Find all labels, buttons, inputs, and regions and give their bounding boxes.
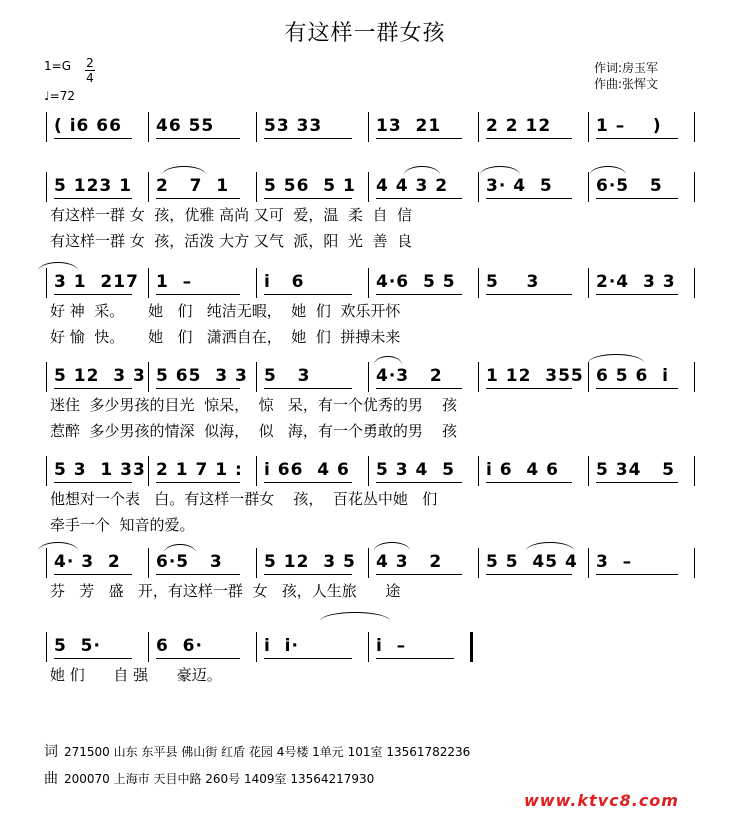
measure: 53 33 bbox=[264, 116, 323, 136]
beam-line bbox=[54, 294, 132, 295]
lyric-prefix: 词 bbox=[44, 744, 58, 760]
beam-line bbox=[486, 138, 572, 139]
quarter-note-icon: ♩ bbox=[44, 89, 50, 103]
barline bbox=[46, 456, 47, 486]
barline bbox=[148, 548, 149, 578]
measure: 5 3 4 5 bbox=[376, 460, 455, 480]
beam-line bbox=[156, 388, 240, 389]
barline bbox=[256, 112, 257, 142]
barline bbox=[694, 268, 695, 298]
music-prefix: 曲 bbox=[44, 771, 58, 787]
measure: 5 123 1 bbox=[54, 176, 132, 196]
measure: 4·6 5 5 bbox=[376, 272, 456, 292]
beam-line bbox=[596, 388, 678, 389]
slur-mark bbox=[526, 542, 574, 551]
measure: 5 12 3 3 bbox=[54, 366, 146, 386]
slur-mark bbox=[480, 166, 520, 175]
barline bbox=[46, 172, 47, 202]
measure: 3 1 217 bbox=[54, 272, 139, 292]
barline bbox=[256, 172, 257, 202]
lyrics-verse-1: 她 们 自 强 豪迈。 bbox=[50, 666, 222, 684]
beam-line bbox=[376, 198, 462, 199]
beam-line bbox=[156, 574, 240, 575]
key-signature: 1=G bbox=[44, 59, 71, 73]
lyric-address: 271500 山东 东平县 佛山街 红盾 花园 4号楼 1单元 101室 13561782236 bbox=[64, 745, 471, 759]
measure: i 6 bbox=[264, 272, 305, 292]
footer-composer-address bbox=[44, 768, 374, 788]
beam-line bbox=[376, 574, 462, 575]
measure: ( i6 66 bbox=[54, 116, 122, 136]
barline bbox=[478, 268, 479, 298]
barline bbox=[694, 548, 695, 578]
beam-line bbox=[486, 198, 572, 199]
beam-line bbox=[54, 482, 132, 483]
barline bbox=[148, 112, 149, 142]
lyrics-verse-2: 好 愉 快。 她 们 潇洒自在， 她 们 拼搏未来 bbox=[50, 328, 401, 346]
beam-line bbox=[486, 294, 572, 295]
beam-line bbox=[596, 138, 678, 139]
measure: 46 55 bbox=[156, 116, 215, 136]
beam-line bbox=[376, 482, 462, 483]
measure: 4 3 2 bbox=[376, 552, 443, 572]
lyrics-verse-2: 有这样一群 女 孩，活泼 大方 又气 派，阳 光 善 良 bbox=[50, 232, 412, 250]
watermark: www.ktvc8.com bbox=[524, 791, 679, 810]
measure: 5 5 45 4 bbox=[486, 552, 578, 572]
beam-line bbox=[156, 138, 240, 139]
music-address: 200070 上海市 天目中路 260号 1409室 13564217930 bbox=[64, 772, 375, 786]
beam-line bbox=[596, 198, 678, 199]
lyrics-verse-1: 好 神 采。 她 们 纯洁无暇， 她 们 欢乐开怀 bbox=[50, 302, 401, 320]
measure: 5 34 5 bbox=[596, 460, 675, 480]
barline bbox=[478, 362, 479, 392]
composer: 作曲:张恽文 bbox=[594, 77, 659, 91]
barline bbox=[256, 632, 257, 662]
beam-line bbox=[596, 294, 678, 295]
beam-line bbox=[376, 658, 454, 659]
beam-line bbox=[264, 388, 352, 389]
barline bbox=[478, 172, 479, 202]
slur-mark bbox=[404, 166, 440, 175]
measure: 2 7 1 bbox=[156, 176, 230, 196]
barline bbox=[256, 548, 257, 578]
measure: i 66 4 6 bbox=[264, 460, 350, 480]
barline bbox=[148, 268, 149, 298]
measure: 5 56 5 1 bbox=[264, 176, 356, 196]
lyrics-verse-1: 有这样一群 女 孩，优雅 高尚 又可 爱，温 柔 自 信 bbox=[50, 206, 412, 224]
measure: 2·4 3 3 bbox=[596, 272, 676, 292]
tempo: =72 bbox=[49, 89, 75, 103]
beam-line bbox=[156, 658, 240, 659]
time-signature bbox=[84, 56, 96, 85]
barline bbox=[368, 632, 369, 662]
measure: 2 2 12 bbox=[486, 116, 552, 136]
barline bbox=[148, 362, 149, 392]
measure: 5 5· bbox=[54, 636, 101, 656]
measure: i i· bbox=[264, 636, 299, 656]
slur-mark bbox=[374, 542, 410, 551]
beam-line bbox=[264, 482, 352, 483]
beam-line bbox=[264, 198, 352, 199]
barline bbox=[694, 456, 695, 486]
barline bbox=[256, 456, 257, 486]
measure: 1 – ) bbox=[596, 116, 662, 136]
beam-line bbox=[54, 658, 132, 659]
barline bbox=[694, 112, 695, 142]
measure: 1 12 355 bbox=[486, 366, 584, 386]
lyrics-verse-1: 他想对一个表 白。有这样一群女 孩， 百花丛中她 们 bbox=[50, 490, 438, 508]
lyrics-verse-1: 迷住 多少男孩的目光 惊呆， 惊 呆，有一个优秀的男 孩 bbox=[50, 396, 457, 414]
beam-line bbox=[486, 482, 572, 483]
barline bbox=[478, 456, 479, 486]
slur-mark bbox=[38, 262, 78, 271]
beam-line bbox=[376, 294, 462, 295]
barline bbox=[478, 548, 479, 578]
beam-line bbox=[486, 388, 572, 389]
barline bbox=[478, 112, 479, 142]
beam-line bbox=[156, 294, 240, 295]
slur-mark bbox=[162, 166, 206, 175]
footer-lyricist-address bbox=[44, 741, 470, 761]
measure: 6 6· bbox=[156, 636, 203, 656]
barline bbox=[588, 362, 589, 392]
barline bbox=[368, 112, 369, 142]
beam-line bbox=[596, 482, 678, 483]
measure: 6·5 3 bbox=[156, 552, 223, 572]
barline bbox=[588, 268, 589, 298]
measure: 3· 4 5 bbox=[486, 176, 553, 196]
beam-line bbox=[264, 294, 352, 295]
barline bbox=[368, 172, 369, 202]
slur-mark bbox=[164, 544, 196, 553]
measure: i – bbox=[376, 636, 407, 656]
barline bbox=[588, 112, 589, 142]
beam-line bbox=[376, 388, 462, 389]
key-tempo-block bbox=[44, 56, 94, 104]
beam-line bbox=[156, 198, 240, 199]
barline bbox=[46, 362, 47, 392]
barline bbox=[368, 548, 369, 578]
beam-line bbox=[376, 138, 462, 139]
beam-line bbox=[264, 658, 352, 659]
measure: 4·3 2 bbox=[376, 366, 443, 386]
lyrics-verse-1: 芬 芳 盛 开，有这样一群 女 孩，人生旅 途 bbox=[50, 582, 401, 600]
measure: 5 3 bbox=[486, 272, 540, 292]
barline bbox=[256, 362, 257, 392]
barline bbox=[588, 456, 589, 486]
barline bbox=[694, 362, 695, 392]
song-title: 有这样一群女孩 bbox=[284, 21, 446, 46]
barline bbox=[256, 268, 257, 298]
beam-line bbox=[54, 198, 132, 199]
measure: 5 12 3 5 bbox=[264, 552, 356, 572]
beam-line bbox=[156, 482, 240, 483]
beam-line bbox=[486, 574, 572, 575]
barline bbox=[46, 112, 47, 142]
beam-line bbox=[264, 574, 352, 575]
slur-mark bbox=[588, 354, 644, 363]
lyrics-verse-2: 惹醉 多少男孩的情深 似海， 似 海，有一个勇敢的男 孩 bbox=[50, 422, 457, 440]
barline bbox=[588, 172, 589, 202]
measure: 13 21 bbox=[376, 116, 442, 136]
barline bbox=[46, 268, 47, 298]
beam-line bbox=[596, 574, 678, 575]
time-bottom: 4 bbox=[86, 71, 94, 85]
beam-line bbox=[264, 138, 352, 139]
measure: 5 3 1 33 bbox=[54, 460, 146, 480]
barline bbox=[368, 362, 369, 392]
barline bbox=[368, 456, 369, 486]
barline bbox=[148, 632, 149, 662]
slur-mark bbox=[590, 166, 626, 175]
measure: 4· 3 2 bbox=[54, 552, 121, 572]
barline bbox=[588, 548, 589, 578]
time-top: 2 bbox=[86, 56, 94, 70]
measure: 5 3 bbox=[264, 366, 311, 386]
beam-line bbox=[54, 388, 132, 389]
measure: 2 1 7 1 : bbox=[156, 460, 243, 480]
barline bbox=[368, 268, 369, 298]
measure: i 6 4 6 bbox=[486, 460, 559, 480]
barline bbox=[148, 456, 149, 486]
beam-line bbox=[54, 138, 132, 139]
measure: 1 – bbox=[156, 272, 193, 292]
barline bbox=[694, 172, 695, 202]
measure: 3 – bbox=[596, 552, 633, 572]
barline bbox=[46, 548, 47, 578]
measure: 6·5 5 bbox=[596, 176, 663, 196]
slur-mark bbox=[320, 612, 390, 621]
credits bbox=[594, 60, 658, 92]
barline bbox=[148, 172, 149, 202]
slur-mark bbox=[38, 542, 78, 551]
beam-line bbox=[54, 574, 132, 575]
barline bbox=[46, 632, 47, 662]
barline bbox=[470, 632, 473, 662]
lyricist: 作词:房玉军 bbox=[594, 61, 659, 75]
measure: 6 5 6 i bbox=[596, 366, 669, 386]
measure: 5 65 3 3 bbox=[156, 366, 248, 386]
lyrics-verse-2: 牵手一个 知音的爱。 bbox=[50, 516, 195, 534]
measure: 4 4 3 2 bbox=[376, 176, 449, 196]
slur-mark bbox=[374, 356, 402, 365]
